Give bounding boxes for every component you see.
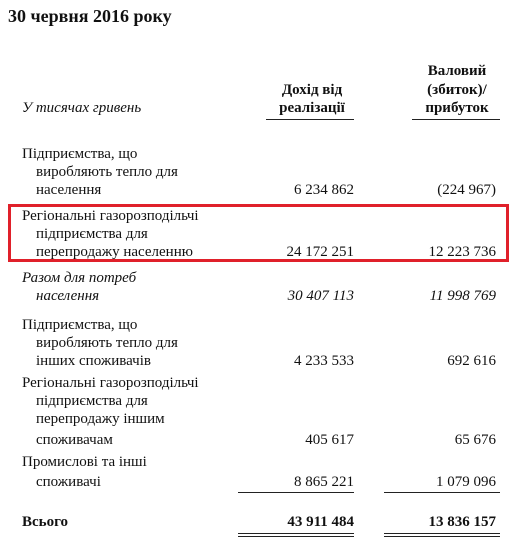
- row-label-line: Підприємства, що: [22, 317, 138, 333]
- row-label-line: населення: [36, 182, 102, 198]
- revenue-header-rule: [266, 119, 354, 120]
- total-gross-value: 13 836 157: [428, 514, 496, 530]
- row-label-line: населення: [36, 288, 100, 304]
- row-label-line: Разом для потреб: [22, 270, 137, 286]
- row-gross-value: 12 223 736: [428, 244, 496, 260]
- row-label-line: перепродажу населенню: [36, 244, 193, 260]
- row-label-line: Промислові та інші: [22, 454, 147, 470]
- highlight-box: [8, 204, 509, 262]
- total-revenue-value: 43 911 484: [287, 514, 354, 530]
- row-label-line: підприємства для: [36, 393, 148, 409]
- row-label-line: споживачі: [36, 474, 101, 490]
- row-revenue-value: 6 234 862: [294, 182, 354, 198]
- row-gross-value: 65 676: [454, 432, 496, 448]
- gross-header-rule: [412, 119, 500, 120]
- units-label: У тисячах гривень: [22, 100, 142, 116]
- statement-date-title: 30 червня 2016 року: [8, 6, 172, 26]
- row-label-line: підприємства для: [36, 226, 148, 242]
- row-label-line: перепродажу іншим: [36, 411, 165, 427]
- gross-header-line1: Валовий: [427, 63, 487, 79]
- total-rule-revenue: [238, 492, 354, 493]
- row-revenue-value: 405 617: [305, 432, 354, 448]
- row-label-line: Підприємства, що: [22, 146, 138, 162]
- row-label-line: Регіональні газорозподільчі: [22, 208, 199, 224]
- total-rule-gross: [384, 492, 500, 493]
- row-label-line: Регіональні газорозподільчі: [22, 375, 199, 391]
- row-gross-value: 11 998 769: [429, 288, 496, 304]
- row-label-line: виробляють тепло для: [36, 335, 178, 351]
- total-double-rule-revenue: [238, 533, 354, 537]
- revenue-header-line1: Дохід від: [281, 82, 343, 98]
- total-label: Всього: [22, 514, 69, 530]
- total-double-rule-gross: [384, 533, 500, 537]
- row-label-line: інших споживачів: [36, 353, 151, 369]
- revenue-header-line2: реалізації: [279, 100, 345, 116]
- row-revenue-value: 4 233 533: [294, 353, 354, 369]
- gross-header-line2: (збиток)/: [427, 82, 487, 98]
- row-label-line: виробляють тепло для: [36, 164, 178, 180]
- row-revenue-value: 30 407 113: [287, 288, 354, 304]
- row-gross-value: 692 616: [447, 353, 496, 369]
- row-gross-value: 1 079 096: [436, 474, 496, 490]
- row-revenue-value: 24 172 251: [286, 244, 354, 260]
- row-gross-value: (224 967): [437, 182, 496, 198]
- row-revenue-value: 8 865 221: [294, 474, 354, 490]
- row-label-line: споживачам: [36, 432, 113, 448]
- gross-header-line3: прибуток: [425, 100, 489, 116]
